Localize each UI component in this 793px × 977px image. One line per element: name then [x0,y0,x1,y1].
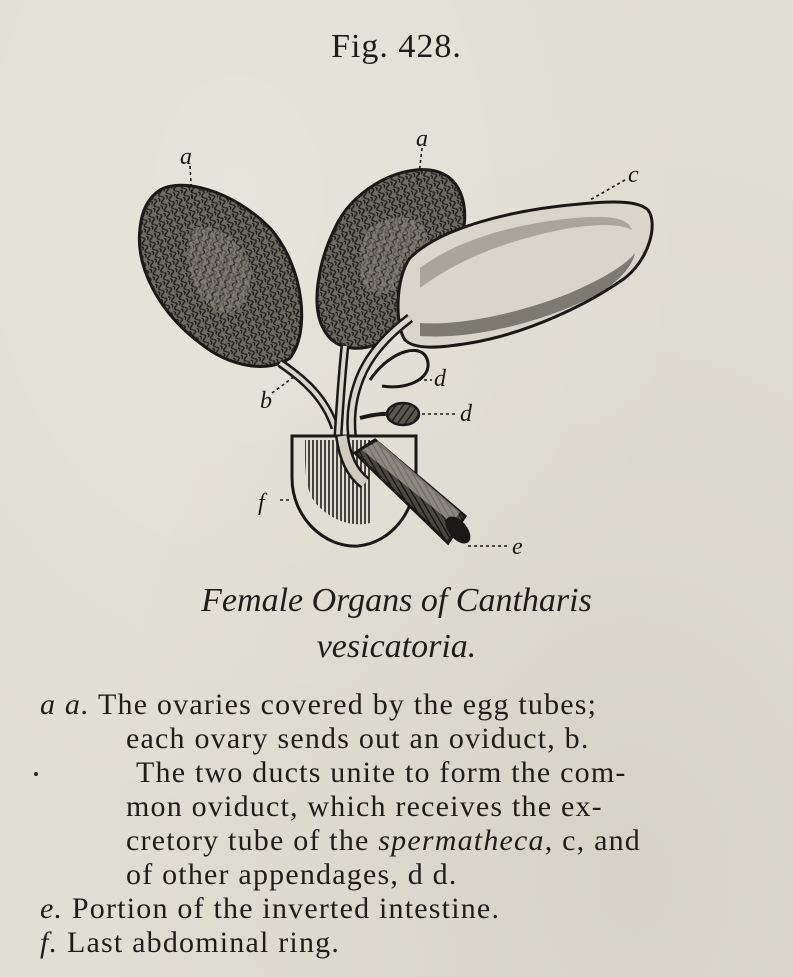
anatomical-illustration [120,118,680,568]
legend-text: Portion of the inverted intestine. [71,892,501,925]
figure-legend [40,688,760,960]
appendage-loop [370,350,428,387]
legend-text: of other appendages, d d. [126,858,458,891]
printing-speck [34,772,38,776]
label-d-lower: d [460,401,472,427]
legend-text: Last abdominal ring. [66,926,341,959]
label-e: e [512,534,523,560]
figure-title: Fig. 428. [331,28,462,65]
legend-text: cretory tube of the [126,824,379,857]
legend-text: The ovaries covered by the egg tubes; [97,688,598,721]
legend-item-aa [40,688,760,722]
legend-item-f [40,926,760,960]
label-f: f [258,490,265,516]
legend-key-f: f. [40,926,59,959]
legend-key-e: e. [40,892,64,925]
legend-text: , c, and [544,824,641,857]
legend-item-e [40,892,760,926]
caption-line-2: vesicatoria. [316,628,477,665]
label-c: c [628,162,639,188]
appendage-bulb [360,403,419,425]
label-a-left: a [180,144,192,170]
legend-key-aa: a a. [40,688,90,721]
legend-text: mon oviduct, which receives the ex- [126,790,603,823]
label-a-right: a [416,126,428,152]
caption-line-1: Female Organs of Cantharis [201,582,592,619]
legend-text: each ovary sends out an oviduct, b. [126,722,590,755]
legend-text-line [40,824,760,858]
legend-text: The two ducts unite to form the com- [136,756,627,789]
label-d-upper: d [434,366,446,392]
left-ovary [139,185,301,366]
legend-emphasis: spermatheca [378,824,545,857]
label-b: b [260,388,272,414]
